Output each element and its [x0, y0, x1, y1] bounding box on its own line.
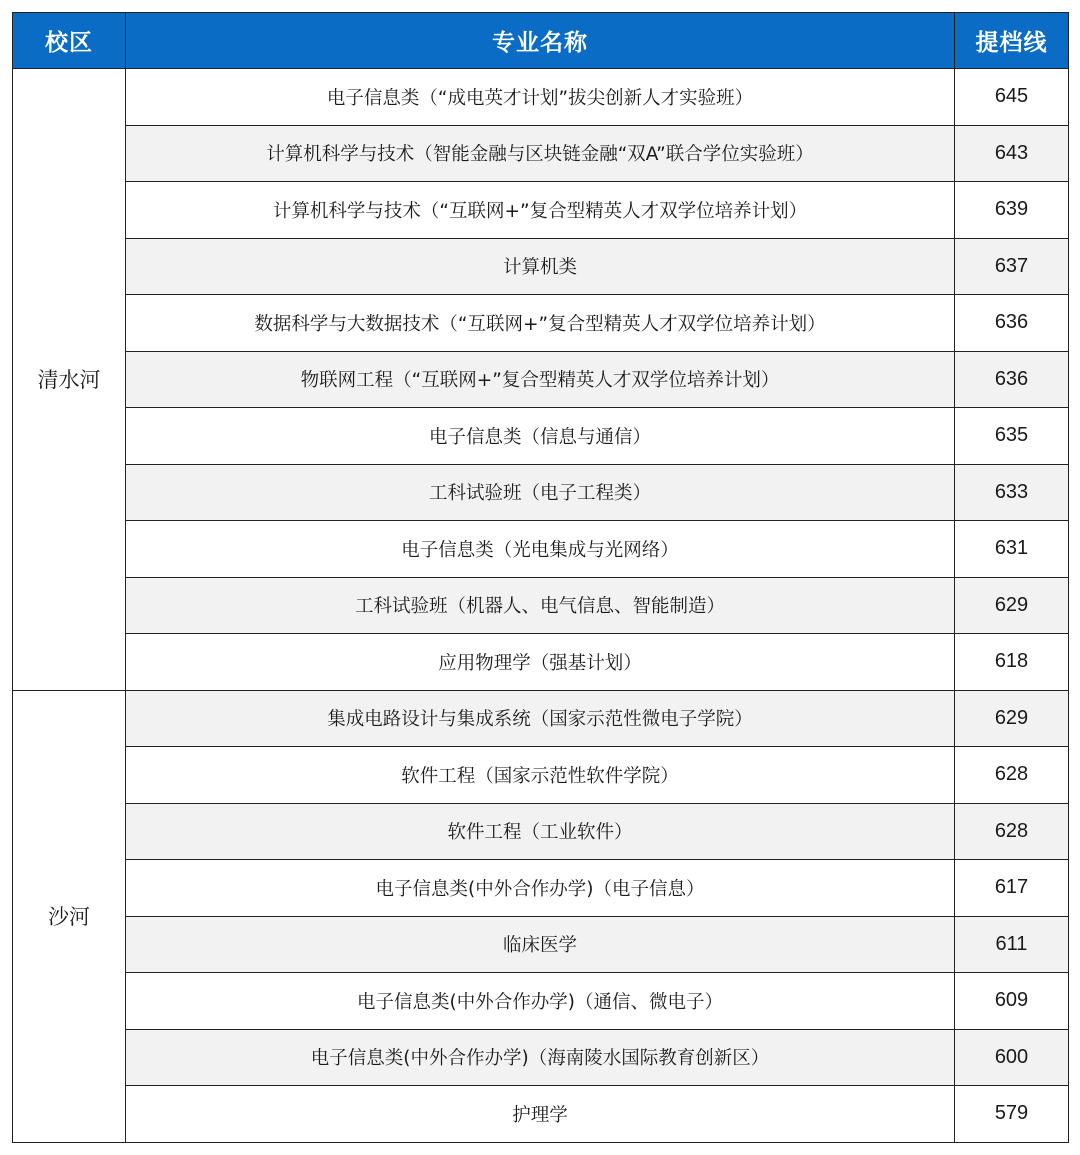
table-row [13, 295, 1069, 352]
table-row [13, 860, 1069, 917]
table-row [13, 690, 1069, 747]
major-name-cell: 数据科学与大数据技术（“互联网+”复合型精英人才双学位培养计划） [126, 295, 955, 352]
score-cell: 633 [955, 464, 1069, 521]
campus-cell: 沙河 [13, 690, 126, 1142]
score-cell: 637 [955, 238, 1069, 295]
major-name-cell: 集成电路设计与集成系统（国家示范性微电子学院） [126, 690, 955, 747]
score-cell: 645 [955, 69, 1069, 126]
score-cell: 611 [955, 916, 1069, 973]
score-cell: 600 [955, 1029, 1069, 1086]
score-cell: 636 [955, 295, 1069, 352]
major-name-cell: 电子信息类（“成电英才计划”拔尖创新人才实验班） [126, 69, 955, 126]
table-row [13, 238, 1069, 295]
major-name-cell: 临床医学 [126, 916, 955, 973]
score-cell: 629 [955, 690, 1069, 747]
major-name-cell: 电子信息类(中外合作办学)（海南陵水国际教育创新区） [126, 1029, 955, 1086]
major-name-cell: 工科试验班（机器人、电气信息、智能制造） [126, 577, 955, 634]
major-name-cell: 电子信息类（光电集成与光网络） [126, 521, 955, 578]
score-cell: 628 [955, 747, 1069, 804]
table-row [13, 408, 1069, 465]
table-row [13, 464, 1069, 521]
table-row [13, 125, 1069, 182]
score-cell: 609 [955, 973, 1069, 1030]
header-campus: 校区 [13, 13, 126, 69]
score-cell: 639 [955, 182, 1069, 239]
score-cell: 628 [955, 803, 1069, 860]
table-row [13, 1086, 1069, 1143]
major-name-cell: 计算机科学与技术（“互联网+”复合型精英人才双学位培养计划） [126, 182, 955, 239]
table-row [13, 803, 1069, 860]
table-row [13, 634, 1069, 691]
score-cell: 631 [955, 521, 1069, 578]
table-row [13, 747, 1069, 804]
major-name-cell: 计算机科学与技术（智能金融与区块链金融“双A”联合学位实验班） [126, 125, 955, 182]
score-cell: 618 [955, 634, 1069, 691]
table-header-row [13, 13, 1069, 69]
table-row [13, 973, 1069, 1030]
header-major: 专业名称 [126, 13, 955, 69]
table-row [13, 182, 1069, 239]
major-name-cell: 应用物理学（强基计划） [126, 634, 955, 691]
admission-score-table [12, 12, 1069, 1143]
major-name-cell: 护理学 [126, 1086, 955, 1143]
major-name-cell: 软件工程（工业软件） [126, 803, 955, 860]
table-row [13, 521, 1069, 578]
table-row [13, 1029, 1069, 1086]
score-cell: 579 [955, 1086, 1069, 1143]
campus-cell: 清水河 [13, 69, 126, 691]
table-row [13, 577, 1069, 634]
major-name-cell: 计算机类 [126, 238, 955, 295]
header-score: 提档线 [955, 13, 1069, 69]
table-row [13, 351, 1069, 408]
table-row [13, 69, 1069, 126]
table-row [13, 916, 1069, 973]
score-cell: 617 [955, 860, 1069, 917]
major-name-cell: 电子信息类(中外合作办学)（通信、微电子） [126, 973, 955, 1030]
major-name-cell: 电子信息类(中外合作办学)（电子信息） [126, 860, 955, 917]
score-cell: 629 [955, 577, 1069, 634]
major-name-cell: 电子信息类（信息与通信） [126, 408, 955, 465]
major-name-cell: 物联网工程（“互联网+”复合型精英人才双学位培养计划） [126, 351, 955, 408]
score-cell: 636 [955, 351, 1069, 408]
score-cell: 635 [955, 408, 1069, 465]
major-name-cell: 工科试验班（电子工程类） [126, 464, 955, 521]
major-name-cell: 软件工程（国家示范性软件学院） [126, 747, 955, 804]
score-cell: 643 [955, 125, 1069, 182]
